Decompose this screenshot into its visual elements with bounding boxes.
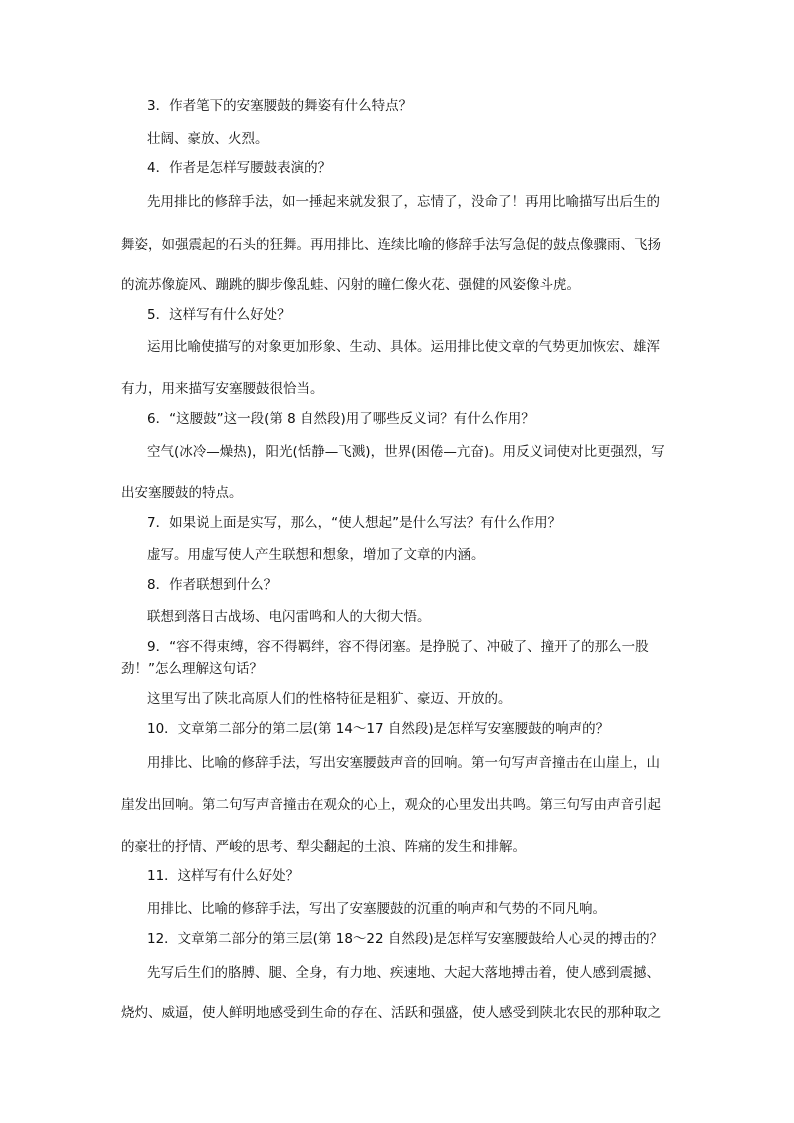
answer-9-line-1: 这里写出了陕北高原人们的性格特征是粗犷、豪迈、开放的。 <box>147 691 512 707</box>
answer-10-line-3: 的豪壮的抒情、严峻的思考、犁尖翻起的土浪、阵痛的发生和排解。 <box>121 839 526 855</box>
answer-4-line-3: 的流苏像旋风、蹦跳的脚步像乱蛙、闪射的瞳仁像火花、强健的风姿像斗虎。 <box>121 277 580 293</box>
question-4: 4．作者是怎样写腰鼓表演的？ <box>147 160 332 176</box>
answer-6-line-2: 出安塞腰鼓的特点。 <box>121 485 243 501</box>
answer-5-line-1: 运用比喻使描写的对象更加形象、生动、具体。运用排比使文章的气势更加恢宏、雄浑 <box>147 339 660 355</box>
answer-3-line-1: 壮阔、豪放、火烈。 <box>147 131 269 147</box>
answer-10-line-1: 用排比、比喻的修辞手法，写出安塞腰鼓声音的回响。第一句写声音撞击在山崖上，山 <box>147 755 660 771</box>
answer-12-line-1: 先写后生们的胳膊、腿、全身，有力地、疾速地、大起大落地搏击着，使人感到震撼、 <box>147 965 660 981</box>
answer-7-line-1: 虚写。用虚写使人产生联想和想象，增加了文章的内涵。 <box>147 547 485 563</box>
question-11: 11．这样写有什么好处？ <box>147 868 300 884</box>
answer-12-line-2: 烧灼、威逼，使人鲜明地感受到生命的存在、活跃和强盛，使人感受到陕北农民的那种取之 <box>121 1005 661 1021</box>
answer-4-line-2: 舞姿，如强震起的石头的狂舞。再用排比、连续比喻的修辞手法写急促的鼓点像骤雨、飞扬 <box>121 237 661 253</box>
question-9-continuation: 劲！”怎么理解这句话？ <box>121 661 263 677</box>
question-7: 7．如果说上面是实写，那么，“使人想起”是什么写法？有什么作用？ <box>147 515 562 531</box>
question-10: 10．文章第二部分的第二层(第 14～17 自然段)是怎样写安塞腰鼓的响声的？ <box>147 721 610 737</box>
answer-4-line-1: 先用排比的修辞手法，如一捶起来就发狠了，忘情了，没命了！再用比喻描写出后生的 <box>147 194 660 210</box>
question-9: 9．“容不得束缚，容不得羁绊，容不得闭塞。是挣脱了、冲破了、撞开了的那么一股 <box>147 639 649 655</box>
question-6: 6．“这腰鼓”这一段(第 8 自然段)用了哪些反义词？有什么作用？ <box>147 411 535 427</box>
answer-11-line-1: 用排比、比喻的修辞手法，写出了安塞腰鼓的沉重的响声和气势的不同凡响。 <box>147 901 606 917</box>
answer-8-line-1: 联想到落日古战场、电闪雷鸣和人的大彻大悟。 <box>147 609 431 625</box>
question-3: 3．作者笔下的安塞腰鼓的舞姿有什么特点？ <box>147 98 413 114</box>
question-12: 12．文章第二部分的第三层(第 18～22 自然段)是怎样写安塞腰鼓给人心灵的搏击的？ <box>147 931 664 947</box>
answer-5-line-2: 有力，用来描写安塞腰鼓很恰当。 <box>121 381 324 397</box>
answer-10-line-2: 崖发出回响。第二句写声音撞击在观众的心上，观众的心里发出共鸣。第三句写由声音引起 <box>121 797 661 813</box>
answer-6-line-1: 空气(冰冷—燥热)，阳光(恬静—飞溅)，世界(困倦—亢奋)。用反义词使对比更强烈，写 <box>147 444 665 460</box>
question-5: 5．这样写有什么好处？ <box>147 307 291 323</box>
question-8: 8．作者联想到什么？ <box>147 577 278 593</box>
